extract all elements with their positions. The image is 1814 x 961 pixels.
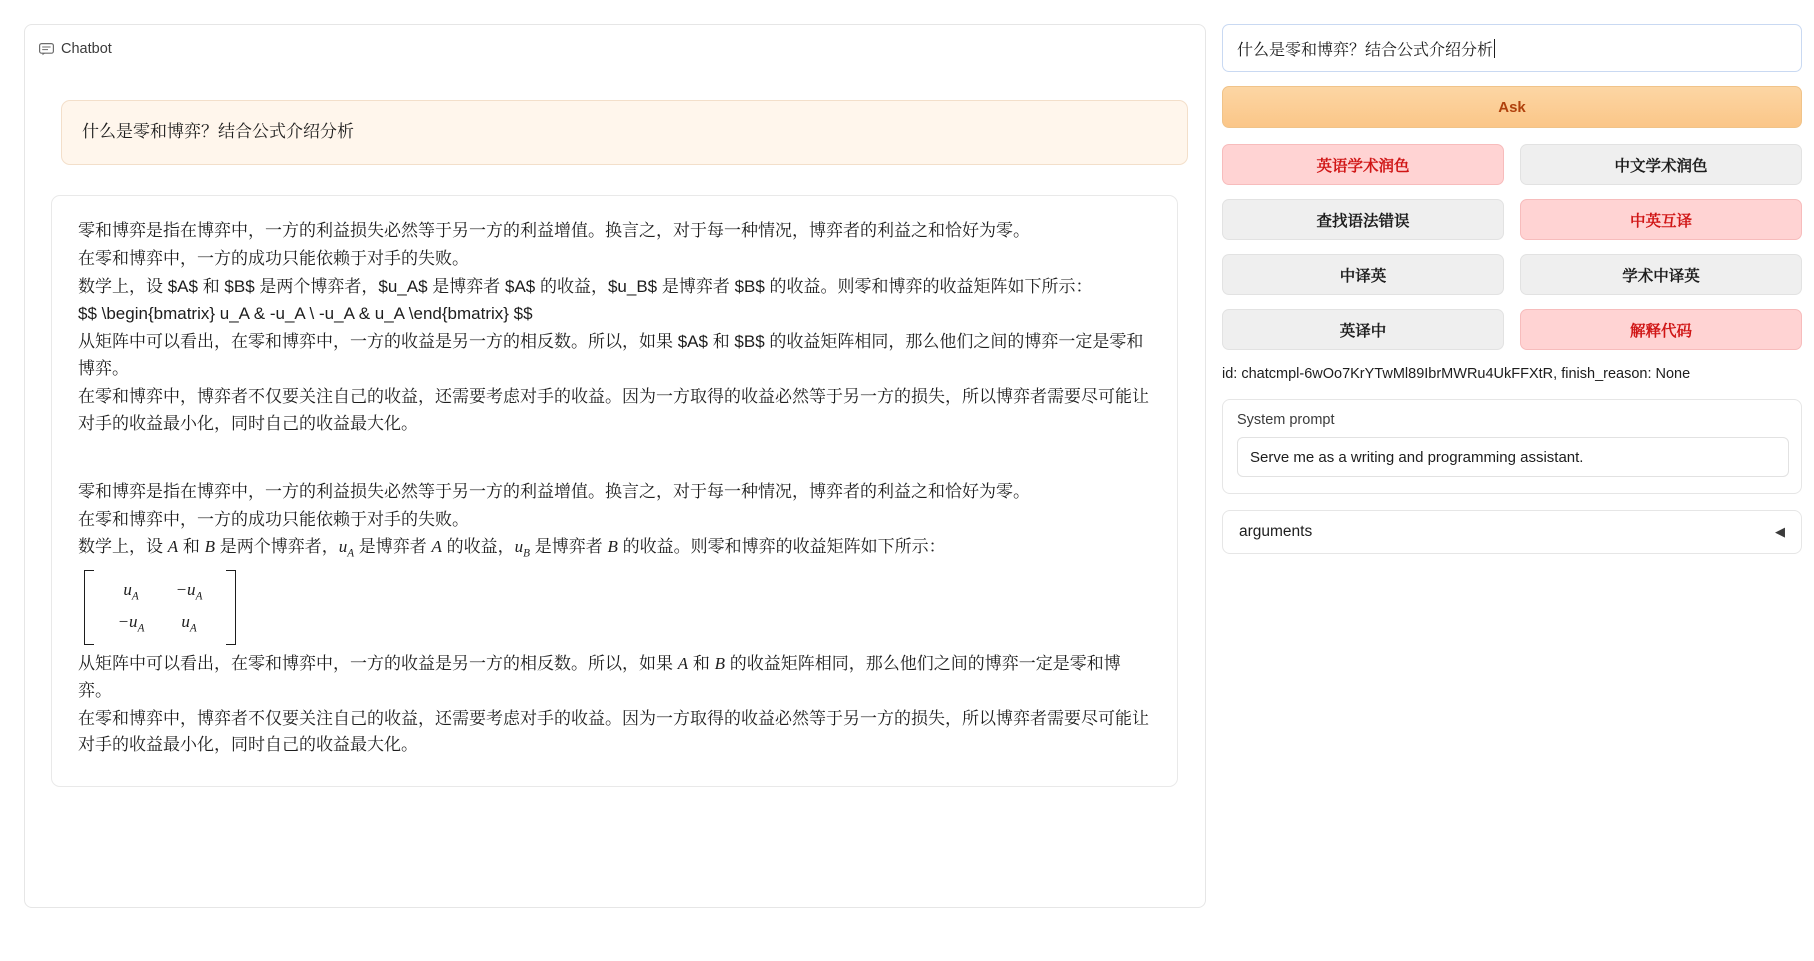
txt: 是博弈者 [530, 537, 608, 557]
math-var-a: A [167, 537, 179, 557]
matrix-cell-r1c2: $-u_A$ [175, 579, 203, 602]
math-sub-a: A [347, 547, 355, 560]
button-chinese-academic-polish[interactable] [1520, 144, 1802, 185]
button-label: 英译中 [1339, 322, 1387, 340]
button-find-grammar-errors[interactable] [1222, 199, 1504, 240]
bot-rendered-p3 [78, 534, 1151, 563]
bot-rendered-p2: 在零和博弈中，一方的成功只能依赖于对手的失败。 [78, 509, 469, 529]
matrix-cell-r1c1: $u_A$ [123, 579, 139, 602]
button-label: 学术中译英 [1622, 267, 1700, 285]
chat-message-list[interactable] [39, 69, 1191, 893]
system-prompt-value: Serve me as a writing and programming assistant. [1250, 448, 1584, 466]
txt: 从矩阵中可以看出，在零和博弈中，一方的收益是另一方的相反数。所以，如果 [78, 653, 678, 673]
arguments-accordion-label: arguments [1239, 523, 1313, 540]
bot-raw-p6: 在零和博弈中，博弈者不仅要关注自己的收益，还需要考虑对手的收益。因为一方取得的收益必然等于另一方的损失，所以博弈者需要尽可能让对手的收益最小化，同时自己的收益最大化。 [78, 387, 1149, 433]
user-message-bubble [61, 100, 1188, 165]
bot-rendered-p5 [78, 651, 1151, 705]
ask-button[interactable] [1222, 86, 1802, 128]
txt: 和 [178, 537, 205, 557]
matrix-cell-r2c2: $u_A$ [181, 611, 197, 635]
matrix-cells [94, 570, 226, 645]
arguments-accordion[interactable] [1222, 510, 1802, 554]
txt: 数学上，设 [78, 537, 168, 557]
math-var-a3: A [677, 653, 689, 673]
button-academic-zh-to-en[interactable] [1520, 254, 1802, 295]
matrix-left-bracket [84, 570, 94, 645]
txt: 的收益矩阵相同，那么他们之间的博弈一定是零和博弈。 [78, 653, 1121, 700]
user-message-text: 什么是零和博弈？结合公式介绍分析 [82, 122, 354, 141]
math-var-b3: B [714, 653, 725, 673]
chatbot-header [25, 25, 1205, 63]
bot-rendered-p6: 在零和博弈中，博弈者不仅要关注自己的收益，还需要考虑对手的收益。因为一方取得的收益必然等于另一方的损失，所以博弈者需要尽可能让对手的收益最小化，同时自己的收益最大化。 [78, 708, 1149, 755]
status-text: id: chatcmpl-6wOo7KrYTwMl89IbrMWRu4UkFFXtR, finish_reason: None [1222, 366, 1691, 382]
control-panel [1222, 24, 1802, 554]
ask-button-label: Ask [1498, 98, 1526, 116]
bot-raw-p3: 数学上，设 $A$ 和 $B$ 是两个博弈者，$u_A$ 是博弈者 $A$ 的收益，$u_B$ 是博弈者 $B$ 的收益。则零和博弈的收益矩阵如下所示： [78, 276, 1093, 296]
txt: 是博弈者 [354, 537, 432, 557]
bot-rendered-p1: 零和博弈是指在博弈中，一方的利益损失必然等于另一方的利益增值。换言之，对于每一种情况，博弈者的利益之和恰好为零。 [78, 481, 1030, 501]
math-var-b2: B [607, 537, 618, 557]
chatbot-panel [24, 24, 1206, 908]
bot-raw-p5: 从矩阵中可以看出，在零和博弈中，一方的收益是另一方的相反数。所以，如果 $A$ 和 $B$ 的收益矩阵相同，那么他们之间的博弈一定是零和博弈。 [78, 332, 1144, 379]
bot-raw-formula: $$ \begin{bmatrix} u_A & -u_A \ -u_A & u_A \end{bmatrix} $$ [78, 304, 533, 324]
button-label: 中文学术润色 [1614, 157, 1708, 175]
prompt-input[interactable] [1222, 24, 1802, 72]
system-prompt-label: System prompt [1237, 412, 1335, 428]
chat-bubble-icon [39, 43, 54, 56]
button-label: 查找语法错误 [1316, 212, 1410, 230]
system-prompt-card [1222, 399, 1802, 494]
bot-raw-p1: 零和博弈是指在博弈中，一方的利益损失必然等于另一方的利益增值。换言之，对于每一种情况，博弈者的利益之和恰好为零。 [78, 220, 1030, 240]
function-button-grid [1222, 144, 1802, 350]
math-var-ub: u [514, 537, 524, 557]
button-label: 英语学术润色 [1316, 157, 1410, 175]
message-separator [78, 439, 1151, 479]
bot-message-bubble [51, 195, 1178, 787]
chatbot-label: Chatbot [61, 41, 112, 57]
bot-raw-p2: 在零和博弈中，一方的成功只能依赖于对手的失败。 [78, 248, 469, 268]
text-caret [1494, 39, 1495, 58]
button-label: 解释代码 [1629, 322, 1692, 340]
txt: 是两个博弈者， [214, 537, 339, 557]
txt: 和 [688, 653, 715, 673]
payoff-matrix [84, 570, 1151, 645]
matrix-cell-r2c1: $-u_A$ [117, 611, 145, 635]
system-prompt-input[interactable] [1237, 437, 1789, 477]
button-label: 中英互译 [1629, 212, 1692, 230]
math-var-a2: A [431, 537, 442, 557]
txt: 的收益， [441, 537, 515, 557]
matrix-right-bracket [226, 570, 236, 645]
button-en-to-zh[interactable] [1222, 309, 1504, 350]
chevron-left-icon: ◀ [1775, 524, 1785, 539]
prompt-input-value: 什么是零和博弈？结合公式介绍分析 [1237, 41, 1494, 59]
button-english-academic-polish[interactable] [1222, 144, 1504, 185]
button-zh-en-mutual-translate[interactable] [1520, 199, 1802, 240]
button-zh-to-en[interactable] [1222, 254, 1504, 295]
txt: 的收益。则零和博弈的收益矩阵如下所示： [617, 537, 946, 557]
math-var-ua: u [338, 537, 348, 557]
button-explain-code[interactable] [1520, 309, 1802, 350]
math-var-b: B [204, 537, 215, 557]
button-label: 中译英 [1339, 267, 1387, 285]
math-sub-b: B [523, 547, 530, 560]
